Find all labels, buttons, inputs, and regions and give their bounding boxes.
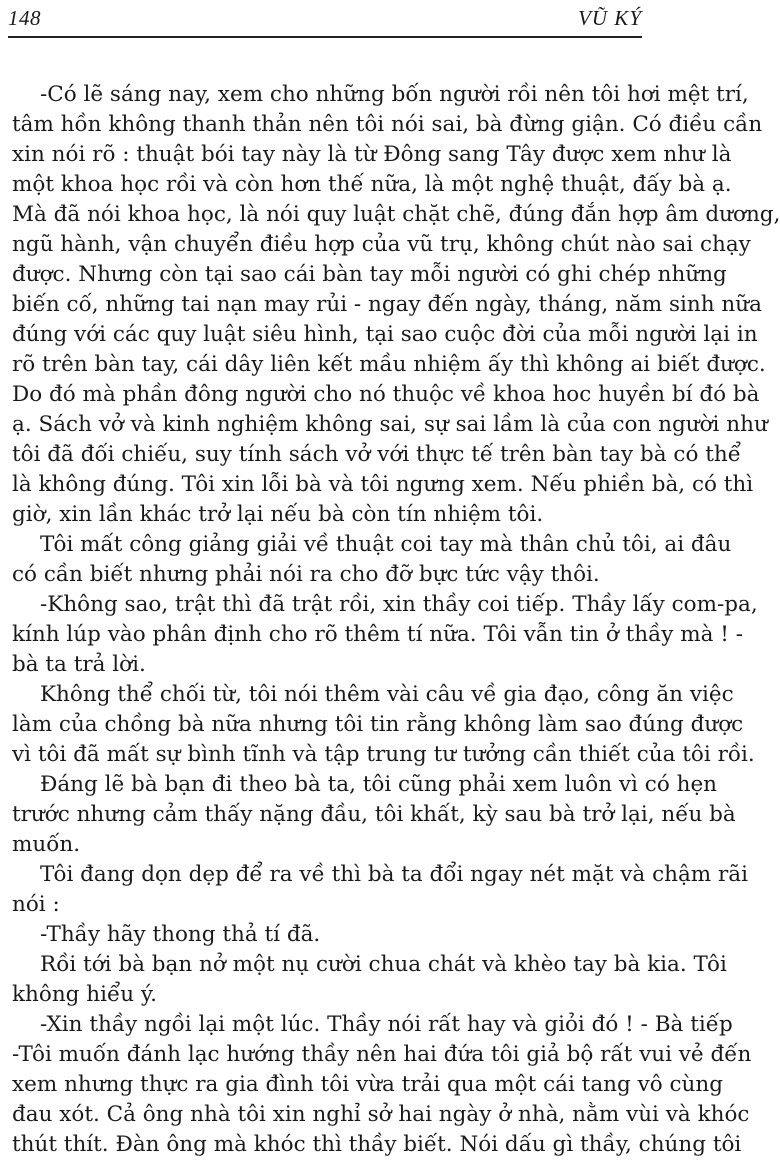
text-line: đúng với các quy luật siêu hình, tại sao cuộc đời của mỗi người lại in — [12, 322, 758, 347]
text-line: Do đó mà phần đông người cho nó thuộc về khoa hoc huyền bí đó bà — [12, 382, 760, 407]
running-title: VŨ KÝ — [578, 6, 642, 30]
text-line: xin nói rõ : thuật bói tay này là từ Đông sang Tây được xem như là — [12, 142, 732, 167]
text-line: biến cố, những tai nạn may rủi - ngay đến ngày, tháng, năm sinh nữa — [12, 292, 762, 317]
text-line: Không thể chối từ, tôi nói thêm vài câu về gia đạo, công ăn việc — [40, 682, 734, 707]
text-line: -Có lẽ sáng nay, xem cho những bốn người rồi nên tôi hơi mệt trí, — [40, 82, 749, 107]
text-line: nói : — [12, 892, 60, 917]
text-line: Đáng lẽ bà bạn đi theo bà ta, tôi cũng phải xem luôn vì có hẹn — [40, 772, 718, 797]
text-line: -Không sao, trật thì đã trật rồi, xin thầy coi tiếp. Thầy lấy com-pa, — [40, 592, 758, 617]
text-line: có cần biết nhưng phải nói ra cho đỡ bực tức vậy thôi. — [12, 562, 600, 587]
text-line: tâm hồn không thanh thản nên tôi nói sai, bà đừng giận. Có điều cần — [12, 112, 763, 137]
text-line: -Xin thầy ngồi lại một lúc. Thầy nói rất hay và giỏi đó ! - Bà tiếp — [40, 1012, 733, 1037]
text-line: kính lúp vào phân định cho rõ thêm tí nữa. Tôi vẫn tin ở thầy mà ! - — [12, 622, 744, 647]
text-line: Tôi đang dọn dẹp để ra về thì bà ta đổi ngay nét mặt và chậm rãi — [40, 862, 748, 887]
text-line: giờ, xin lần khác trở lại nếu bà còn tín nhiệm tôi. — [12, 502, 544, 527]
text-line: ạ. Sách vở và kinh nghiệm không sai, sự sai lầm là của con người như — [12, 412, 768, 437]
text-line: Tôi mất công giảng giải về thuật coi tay mà thân chủ tôi, ai đâu — [40, 532, 732, 557]
text-line: đau xót. Cả ông nhà tôi xin nghỉ sở hai ngày ở nhà, nằm vùi và khóc — [12, 1102, 750, 1127]
text-line: trước nhưng cảm thấy nặng đầu, tôi khất, kỳ sau bà trở lại, nếu bà — [12, 802, 736, 827]
text-line: rõ trên bàn tay, cái dây liên kết mầu nhiệm ấy thì không ai biết được. — [12, 352, 766, 377]
text-line: -Tôi muốn đánh lạc hướng thầy nên hai đứa tôi giả bộ rất vui vẻ đến — [12, 1042, 752, 1067]
text-line: -Thầy hãy thong thả tí đã. — [40, 922, 321, 947]
text-line: Rồi tới bà bạn nở một nụ cười chua chát và khèo tay bà kia. Tôi — [40, 952, 727, 977]
text-line: thút thít. Đàn ông mà khóc thì thầy biết. Nói dấu gì thầy, chúng tôi — [12, 1132, 742, 1157]
text-line: ngũ hành, vận chuyển điều hợp của vũ trụ, không chút nào sai chạy — [12, 232, 751, 257]
body-text — [0, 80, 780, 1157]
text-line: vì tôi đã mất sự bình tĩnh và tập trung tư tưởng cần thiết của tôi rồi. — [12, 742, 755, 767]
page-number: 148 — [8, 6, 41, 30]
page-header — [8, 6, 642, 38]
text-line: được. Nhưng còn tại sao cái bàn tay mỗi người có ghi chép những — [12, 262, 727, 287]
text-line: không hiểu ý. — [12, 982, 158, 1007]
text-line: xem nhưng thực ra gia đình tôi vừa trải qua một cái tang vô cùng — [12, 1072, 724, 1097]
text-line: muốn. — [12, 832, 81, 857]
text-line: làm của chồng bà nữa nhưng tôi tin rằng không làm sao đúng được — [12, 712, 744, 737]
text-line: Mà đã nói khoa học, là nói quy luật chặt chẽ, đúng đắn hợp âm dương, — [12, 202, 780, 227]
text-line: bà ta trả lời. — [12, 652, 146, 677]
text-line: là không đúng. Tôi xin lỗi bà và tôi ngưng xem. Nếu phiền bà, có thì — [12, 472, 754, 497]
text-line: một khoa học rồi và còn hơn thế nữa, là một nghệ thuật, đấy bà ạ. — [12, 172, 732, 197]
text-line: tôi đã đối chiếu, suy tính sách vở với thực tế trên bàn tay bà có thể — [12, 442, 741, 467]
